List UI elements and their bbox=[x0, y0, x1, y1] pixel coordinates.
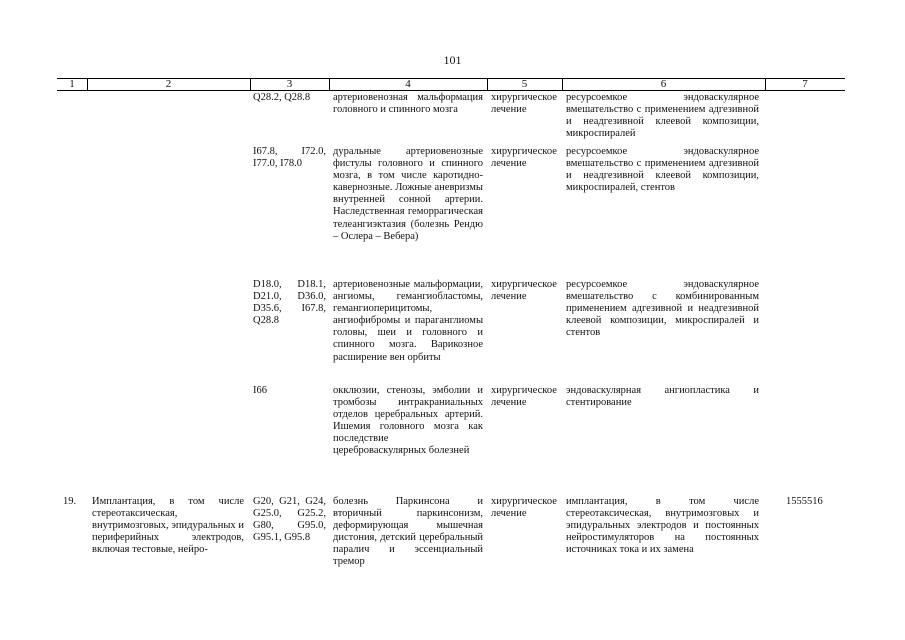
row-codes: I66 bbox=[253, 385, 267, 396]
row-method: ресурсоемкое эндоваскулярное вмешательство с комбинированным применением адгезивной и неадгезивной клеевой композиции, микроспиралей и стентов bbox=[566, 279, 759, 339]
page-number: 101 bbox=[443, 53, 462, 67]
header-bottom-rule bbox=[57, 90, 845, 91]
header-col-1: 1 bbox=[69, 78, 75, 90]
row-method: ресурсоемкое эндоваскулярное вмешательство с применением адгезивной и неадгезивной клеевой композиции, микроспиралей, стентов bbox=[566, 146, 759, 194]
row-treatment: хирургическое лечение bbox=[491, 146, 557, 170]
header-col-6: 6 bbox=[660, 78, 667, 90]
row-cost: 1555516 bbox=[786, 496, 823, 507]
row-treatment: хирургическое лечение bbox=[491, 279, 557, 303]
row-codes: G20, G21, G24, G25.0, G25.2, G80, G95.0, G95.1, G95.8 bbox=[253, 496, 326, 544]
row-name: Имплантация, в том числе стереотаксическая, внутримозговых, эпидуральных и периферийных электродов, включая тестовые, нейро- bbox=[92, 496, 244, 556]
row-disease: артериовенозная мальформация головного и спинного мозга bbox=[333, 92, 483, 116]
row-method: эндоваскулярная ангиопластика и стентирование bbox=[566, 385, 759, 409]
row-disease: дуральные артериовенозные фистулы головного и спинного мозга, в том числе каротидно-кавернозные. Ложные аневризмы внутренней сонной артерии. Наследственная геморрагическая телеангиэктазия (болезнь Рендю – Ослера – Вебера) bbox=[333, 146, 483, 242]
row-number: 19. bbox=[63, 496, 77, 507]
row-disease: окклюзии, стенозы, эмболии и тромбозы интракраниальных отделов церебральных артерий. Ишемия головного мозга как последствие цереброваскулярных болезней bbox=[333, 385, 483, 457]
header-col-7: 7 bbox=[802, 78, 808, 90]
row-codes: Q28.2, Q28.8 bbox=[253, 92, 311, 103]
row-disease: болезнь Паркинсона и вторичный паркинсонизм, деформирующая мышечная дистония, детский церебральный паралич и эссенциальный тремор bbox=[333, 496, 483, 568]
header-col-2: 2 bbox=[165, 78, 172, 90]
row-disease: артериовенозные мальформации, ангиомы, гемангиобластомы, гемангиоперицитомы, ангиофибромы и параганглиомы головы, шеи и головного и спинного мозга. Варикозное расширение вен орбиты bbox=[333, 279, 483, 363]
row-method: имплантация, в том числе стереотаксическая, внутримозговых и эпидуральных электродов и постоянных нейростимуляторов на постоянных источниках тока и их замена bbox=[566, 496, 759, 556]
row-treatment: хирургическое лечение bbox=[491, 385, 557, 409]
header-col-3: 3 bbox=[286, 78, 293, 90]
row-treatment: хирургическое лечение bbox=[491, 496, 557, 520]
row-treatment: хирургическое лечение bbox=[491, 92, 557, 116]
row-method: ресурсоемкое эндоваскулярное вмешательство с применением адгезивной и неадгезивной клеевой композиции, микроспиралей bbox=[566, 92, 759, 140]
row-codes: D18.0, D18.1, D21.0, D36.0, D35.6, I67.8, Q28.8 bbox=[253, 279, 326, 327]
header-col-5: 5 bbox=[521, 78, 528, 90]
header-col-4: 4 bbox=[405, 78, 411, 90]
row-codes: I67.8, I72.0, I77.0, I78.0 bbox=[253, 146, 326, 170]
